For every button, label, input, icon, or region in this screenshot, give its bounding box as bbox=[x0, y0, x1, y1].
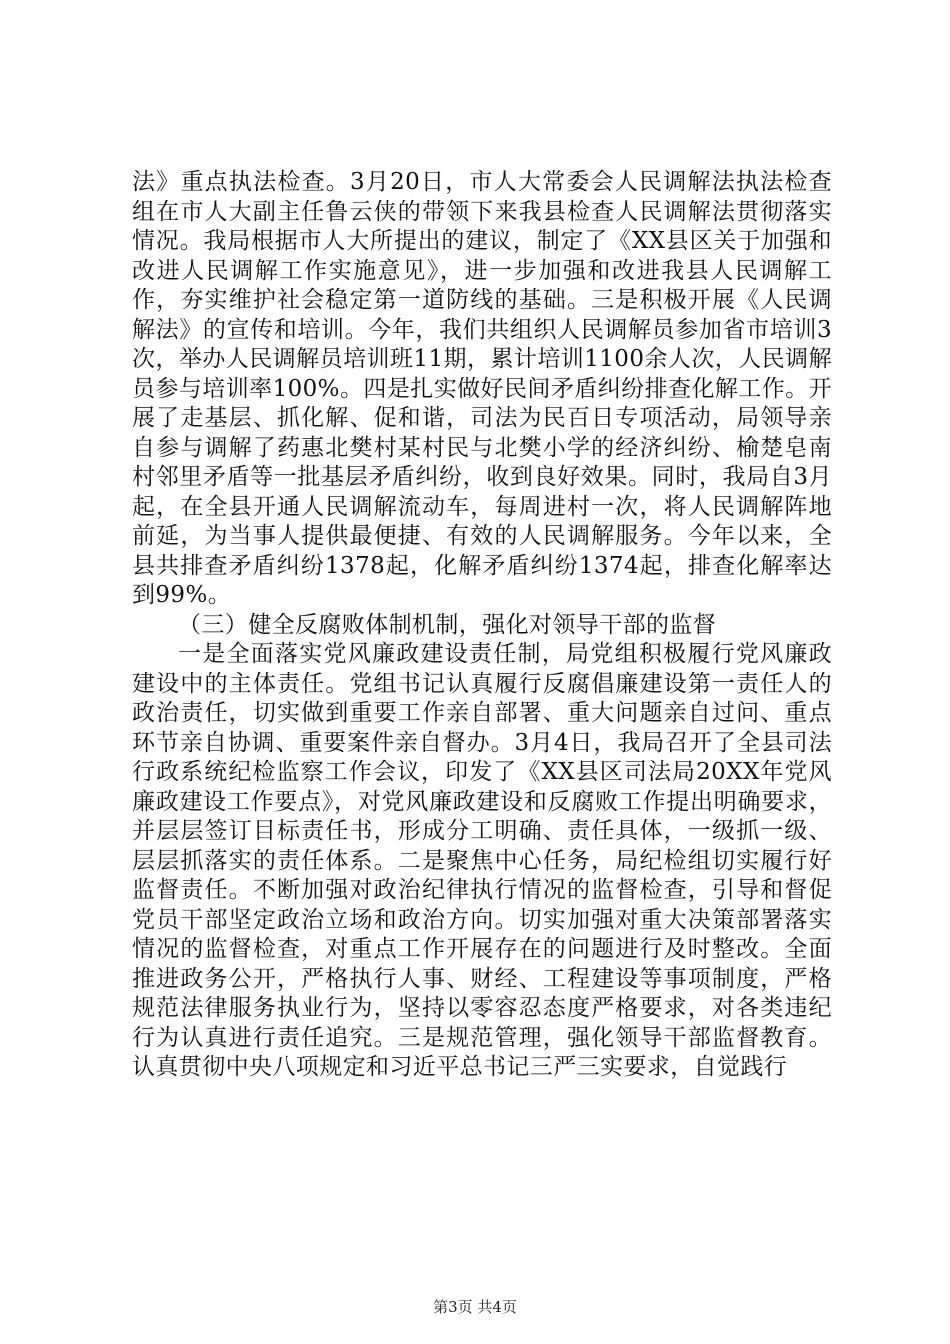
paragraph-mediation-work: 法》重点执法检查。3月20日，市人大常委会人民调解法执法检查组在市人大副主任鲁云侠的带领下来我县检查人民调解法贯彻落实情况。我局根据市人大所提出的建议，制定了《XX县区关于加强和改进人民调解工作实施意见》，进一步加强和改进我县人民调解工作，夯实维护社会稳定第一道防线的基础。三是积极开展《人民调解法》的宣传和培训。今年，我们共组织人民调解员参加省市培训3次，举办人民调解员培训班11期，累计培训1100余人次，人民调解员参与培训率100%。四是扎实做好民间矛盾纠纷排查化解工作。开展了走基层、抓化解、促和谐，司法为民百日专项活动，局领导亲自参与调解了药惠北樊村某村民与北樊小学的经济纠纷、榆楚皂南村邻里矛盾等一批基层矛盾纠纷，收到良好效果。同时，我局自3月起，在全县开通人民调解流动车，每周进村一次，将人民调解阵地前延，为当事人提供最便捷、有效的人民调解服务。今年以来，全县共排查矛盾纠纷1378起，化解矛盾纠纷1374起，排查化解率达到99%。 bbox=[132, 169, 832, 608]
page-number-footer: 第3页 共4页 bbox=[433, 1298, 517, 1316]
document-body bbox=[132, 168, 832, 1083]
section-heading-anticorruption: （三）健全反腐败体制机制，强化对领导干部的监督 bbox=[178, 611, 717, 638]
paragraph-anticorruption: 一是全面落实党风廉政建设责任制，局党组积极履行党风廉政建设中的主体责任。党组书记认真履行反腐倡廉建设第一责任人的政治责任，切实做到重要工作亲自部署、重大问题亲自过问、重点环节亲自协调、重要案件亲自督办。3月4日，我局召开了全县司法行政系统纪检监察工作会议，印发了《XX县区司法局20XX年党风廉政建设工作要点》，对党风廉政建设和反腐败工作提出明确要求，并层层签订目标责任书，形成分工明确、责任具体，一级抓一级、层层抓落实的责任体系。二是聚焦中心任务，局纪检组切实履行好监督责任。不断加强对政治纪律执行情况的监督检查，引导和督促党员干部坚定政治立场和政治方向。切实加强对重大决策部署落实情况的监督检查，对重点工作开展存在的问题进行及时整改。全面推进政务公开，严格执行人事、财经、工程建设等事项制度，严格规范法律服务执业行为，坚持以零容忍态度严格要求，对各类违纪行为认真进行责任追究。三是规范管理，强化领导干部监督教育。认真贯彻中央八项规定和习近平总书记三严三实要求，自觉践行 bbox=[132, 641, 832, 1080]
